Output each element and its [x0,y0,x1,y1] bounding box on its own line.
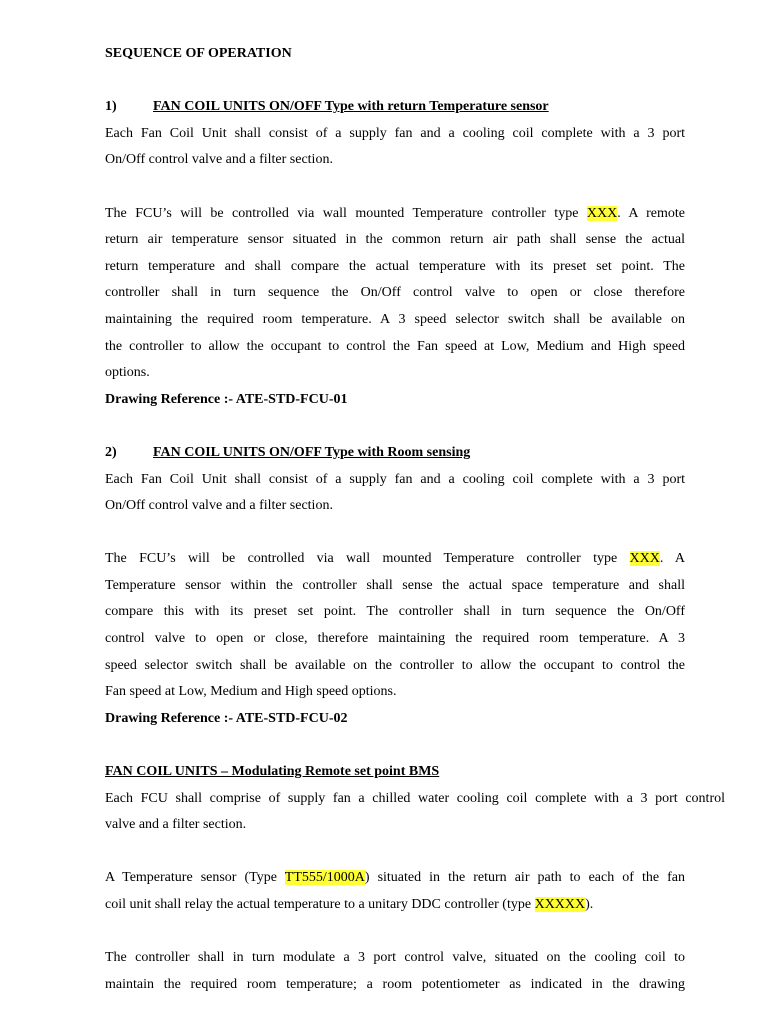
highlight-placeholder: XXXXX [534,897,586,912]
highlight-placeholder: XXX [629,551,660,567]
s2-p2-line-5: speed selector switch shall be available on the controller to allow the occupant to control the [105,657,685,673]
s2-p2-line-4: control valve to open or close, therefore maintaining the required room temperature. A 3 [105,631,685,647]
s1-p2-line-1 [105,201,685,228]
s3-p2-text-2-end: ). [585,897,594,912]
s3-p1-line-1: Each FCU shall comprise of supply fan a chilled water cooling coil complete with a 3 port control [105,790,725,806]
section-1-number: 1) [105,99,117,115]
s2-p2-line-2: Temperature sensor within the controller shall sense the actual space temperature and shall [105,577,685,593]
section-2-heading-row [105,440,685,467]
s2-p2-line-3: compare this with its preset set point. The controller shall in turn sequence the On/Off [105,604,685,620]
s2-p1-line-1: Each Fan Coil Unit shall consist of a supply fan and a cooling coil complete with a 3 port [105,471,685,487]
s3-p3-line-2: maintain the required room temperature; a room potentiometer as indicated in the drawing [105,976,685,992]
s1-p2-line-3: return temperature and shall compare the actual temperature with its preset set point. The [105,258,685,274]
s1-p1-line-2: On/Off control valve and a filter section. [105,152,333,168]
section-2-number: 2) [105,444,117,460]
s3-p2-text: A Temperature sensor (Type [105,870,285,886]
document-body [105,41,725,998]
section-1-heading-row [105,94,685,121]
s3-p1-line-2: valve and a filter section. [105,817,247,833]
document-title: SEQUENCE OF OPERATION [105,46,292,61]
s3-p2-line-1 [105,865,685,892]
s2-p1-line-2: On/Off control valve and a filter section. [105,498,333,514]
s1-p2-text: The FCU’s will be controlled via wall mounted Temperature controller type [105,205,587,221]
s1-drawing-reference: Drawing Reference :- ATE-STD-FCU-01 [105,391,348,407]
s2-p2-text-end: . A [659,551,685,567]
section-1-heading: FAN COIL UNITS ON/OFF Type with return Temperature sensor [153,99,549,115]
s1-p1-line-1: Each Fan Coil Unit shall consist of a supply fan and a cooling coil complete with a 3 port [105,125,685,141]
s1-p2-line-2: return air temperature sensor situated in the common return air path shall sense the actual [105,232,685,248]
s1-p2-line-6: the controller to allow the occupant to control the Fan speed at Low, Medium and High speed [105,338,685,354]
s1-p2-line-4: controller shall in turn sequence the On/Off control valve to open or close therefore [105,285,685,301]
s2-p2-line-6: Fan speed at Low, Medium and High speed options. [105,684,397,700]
s1-p2-line-7: options. [105,365,150,381]
s3-p2-line-2 [105,892,685,919]
s3-p3-line-1: The controller shall in turn modulate a 3 port control valve, situated on the cooling coil to [105,950,685,966]
s2-drawing-reference: Drawing Reference :- ATE-STD-FCU-02 [105,710,348,726]
s3-p2-text-2: coil unit shall relay the actual temperature to a unitary DDC controller (type [105,897,535,912]
s3-p2-text-end: ) situated in the return air path to each of the fan [364,870,685,886]
s1-p2-text-end: . A remote [617,205,685,221]
highlight-placeholder: TT555/1000A [284,870,365,886]
section-3-heading: FAN COIL UNITS – Modulating Remote set point BMS [105,764,440,780]
s2-p2-text: The FCU’s will be controlled via wall mounted Temperature controller type [105,551,630,567]
section-2-heading: FAN COIL UNITS ON/OFF Type with Room sensing [153,444,471,460]
highlight-placeholder: XXX [586,205,618,221]
s1-p2-line-5: maintaining the required room temperature. A 3 speed selector switch shall be available on [105,311,685,327]
s2-p2-line-1 [105,546,685,573]
